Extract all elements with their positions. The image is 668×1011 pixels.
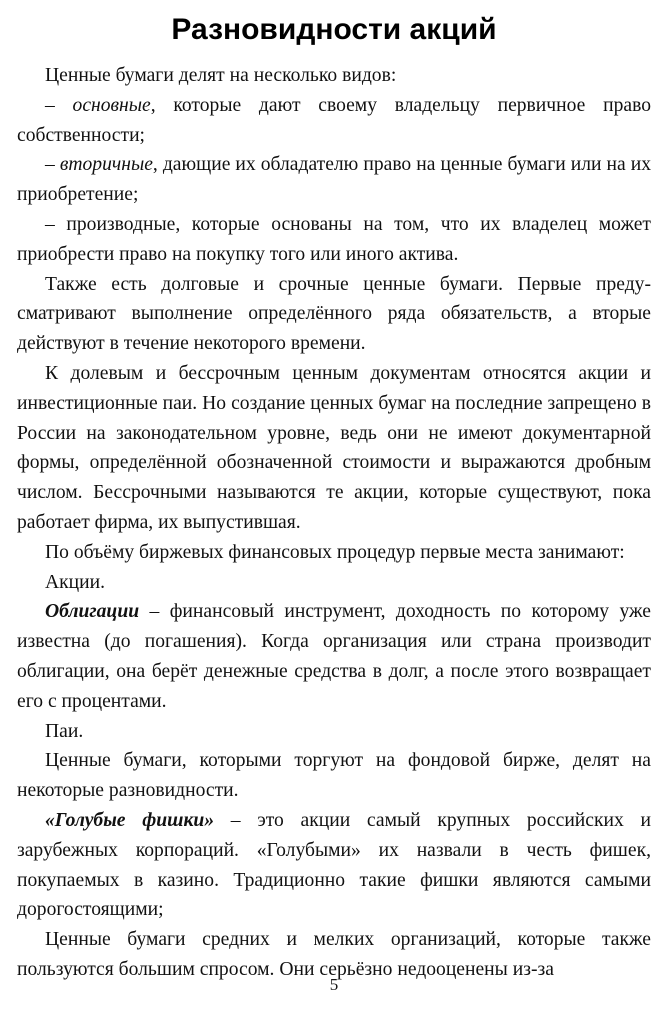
paragraph-12 xyxy=(17,806,651,925)
term-blue-chips: «Голубые фишки» xyxy=(45,809,215,831)
paragraph-1: Ценные бумаги делят на несколько видов: xyxy=(45,65,397,86)
list-dash: – xyxy=(45,94,73,116)
list-dash: – xyxy=(45,154,60,176)
paragraph-5: Также есть долговые и срочные ценные бумаги. Первые предусматривают выполнение определённого ряда обязательств, а вторые действуют в течение некоторого времени. xyxy=(17,273,651,355)
paragraph-9-text: – финансовый инструмент, доходность по которому уже известна (до погашения). Когда организация или страна производит облигации, она берёт денежные средства в долг, а после этого возвращает его с процентами. xyxy=(17,601,651,712)
paragraph-13: Ценные бумаги средних и мелких организаций, которые также пользуются большим спросом. Они серьёзно недооценены из-за xyxy=(17,929,651,980)
paragraph-6: К долевым и бессрочным ценным документам относятся акции и инвестиционные паи. Но создание ценных бумаг на последние запрещено в России на законодательном уровне, ведь они не имеют документарной формы, определённой обозначенной стоимости и выражаются дробным числом. Бессрочными называются те акции, которые существуют, пока работает фирма, их выпустившая. xyxy=(17,362,651,533)
paragraph-4: – производные, которые основаны на том, что их владелец может приобрести право на покупку того или иного актива. xyxy=(17,213,651,265)
paragraph-8: Акции. xyxy=(45,571,106,593)
paragraph-10: Паи. xyxy=(45,720,84,742)
document-page xyxy=(17,0,651,985)
paragraph-2-text: , которые дают своему владельцу первичное право собственности; xyxy=(17,94,651,146)
term-bonds: Облигации xyxy=(45,601,140,623)
paragraph-9 xyxy=(17,597,651,716)
page-number: 5 xyxy=(329,975,339,994)
paragraph-2 xyxy=(17,91,651,151)
paragraph-11: Ценные бумаги, которыми торгуют на фондовой бирже, делят на некоторые разновидности. xyxy=(17,750,651,802)
paragraph-12-text: – это акции самый крупных российских и зарубежных корпораций. «Голубыми» их назвали в честь фишек, покупаемых в казино. Традиционно такие фишки являются самыми дорогостоящими; xyxy=(17,809,651,921)
term-secondary: вторичные xyxy=(59,154,153,176)
paragraph-7: По объёму биржевых финансовых процедур первые места занимают: xyxy=(45,541,625,563)
paragraph-3 xyxy=(17,150,651,210)
body-text xyxy=(17,61,651,985)
paragraph-3-text: , дающие их обладателю право на ценные бумаги или на их приобретение; xyxy=(17,154,652,206)
term-primary: основные xyxy=(72,94,151,116)
page-title: Разновидности акций xyxy=(171,13,497,46)
